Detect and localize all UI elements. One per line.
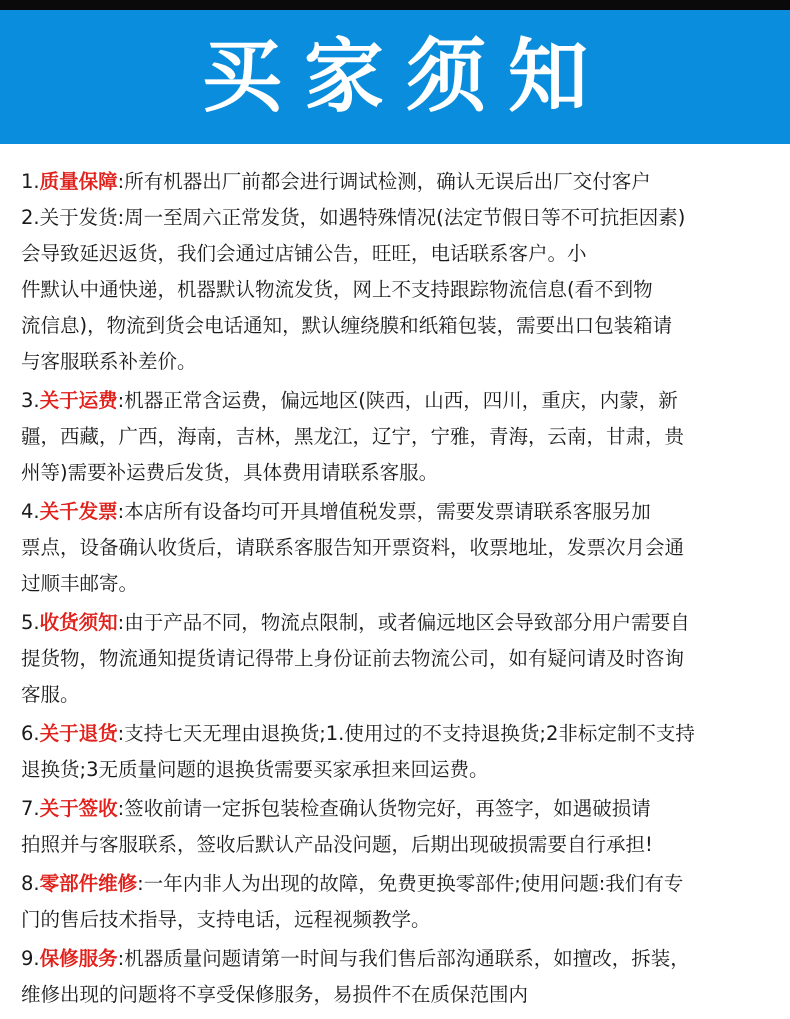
notice-line — [21, 941, 772, 977]
item-number: 2. — [21, 206, 40, 229]
item-number: 8. — [21, 872, 40, 895]
notice-item-warranty — [21, 941, 772, 1013]
notice-content — [0, 144, 790, 1013]
item-title: 收货须知 — [39, 611, 118, 634]
notice-line: 提货物，物流通知提货请记得带上身份证前去物流公司，如有疑问请及时咨询 — [21, 647, 685, 670]
notice-item-freight — [21, 383, 772, 491]
notice-item-quality — [21, 164, 772, 200]
item-text: :支持七天无理由退换货;1.使用过的不支持退换货;2非标定制不支持 — [117, 722, 695, 745]
item-title: 关千发票 — [39, 500, 118, 523]
item-title: 质量保障 — [39, 170, 118, 193]
item-text: :签收前请一定拆包装检查确认货物完好，再签字，如遇破损请 — [117, 797, 651, 820]
item-title: 关于签收 — [39, 797, 118, 820]
item-text: :一年内非人为出现的故障，免费更换零部件;使用问题:我们有专 — [137, 872, 684, 895]
item-text: :机器质量问题请第一时间与我们售后部沟通联系，如擅改，拆装， — [117, 947, 690, 970]
item-number: 6. — [21, 722, 40, 745]
notice-line: 会导致延迟返货，我们会通过店铺公告，旺旺，电话联系客户。小 — [21, 242, 587, 265]
notice-line: 与客服联系补差价。 — [21, 350, 197, 373]
item-number: 7. — [21, 797, 40, 820]
notice-line: 维修出现的问题将不享受保修服务，易损件不在质保范围内 — [21, 983, 529, 1006]
notice-line: 拍照并与客服联系，签收后默认产品没问题，后期出现破损需要自行承担! — [21, 833, 653, 856]
notice-item-repair — [21, 866, 772, 938]
notice-line: 州等)需要补运费后发货，具体费用请联系客服。 — [21, 461, 439, 484]
notice-line — [21, 383, 772, 419]
notice-line: 票点，设备确认收货后，请联系客服告知开票资料，收票地址，发票次月会通 — [21, 536, 685, 559]
item-number: 1. — [21, 170, 40, 193]
header-banner — [0, 10, 790, 144]
notice-line — [21, 791, 772, 827]
notice-item-shipping — [21, 200, 772, 380]
notice-line — [21, 200, 772, 236]
item-number: 9. — [21, 947, 40, 970]
notice-line: 件默认中通快递，机器默认物流发货，网上不支持跟踪物流信息(看不到物 — [21, 278, 653, 301]
notice-line: 客服。 — [21, 683, 80, 706]
notice-line — [21, 716, 772, 752]
item-text: :本店所有设备均可开具增值税发票，需要发票请联系客服另加 — [117, 500, 651, 523]
item-title: 零部件维修 — [39, 872, 138, 895]
page-title: 买家须知 — [202, 30, 610, 123]
notice-line — [21, 494, 772, 530]
item-number: 5. — [21, 611, 40, 634]
item-text: :机器正常含运费，偏远地区(陕西，山西，四川，重庆，内蒙，新 — [117, 389, 678, 412]
top-bar — [0, 0, 790, 10]
item-text: 关于发货:周一至周六正常发货，如遇特殊情况(法定节假日等不可抗拒因素) — [39, 206, 686, 229]
notice-line: 门的售后技术指导，支持电话，远程视频教学。 — [21, 908, 431, 931]
notice-line: 流信息)，物流到货会电话通知，默认缠绕膜和纸箱包装，需要出口包装箱请 — [21, 314, 673, 337]
notice-line — [21, 605, 772, 641]
notice-line — [21, 164, 772, 200]
notice-item-returns — [21, 716, 772, 788]
item-number: 3. — [21, 389, 40, 412]
item-text: :所有机器出厂前都会进行调试检测，确认无误后出厂交付客户 — [117, 170, 651, 193]
item-title: 关于运费 — [39, 389, 118, 412]
item-title: 关于退货 — [39, 722, 118, 745]
item-number: 4. — [21, 500, 40, 523]
notice-item-invoice — [21, 494, 772, 602]
notice-line: 退换货;3无质量问题的退换货需要买家承担来回运费。 — [21, 758, 489, 781]
notice-item-signing — [21, 791, 772, 863]
notice-item-receiving — [21, 605, 772, 713]
notice-line: 疆，西藏，广西，海南，吉林，黑龙江，辽宁，宁雅，青海，云南，甘肃，贵 — [21, 425, 685, 448]
notice-line: 过顺丰邮寄。 — [21, 572, 139, 595]
item-text: :由于产品不同，物流点限制，或者偏远地区会导致部分用户需要自 — [117, 611, 690, 634]
notice-line — [21, 866, 772, 902]
item-title: 保修服务 — [39, 947, 118, 970]
